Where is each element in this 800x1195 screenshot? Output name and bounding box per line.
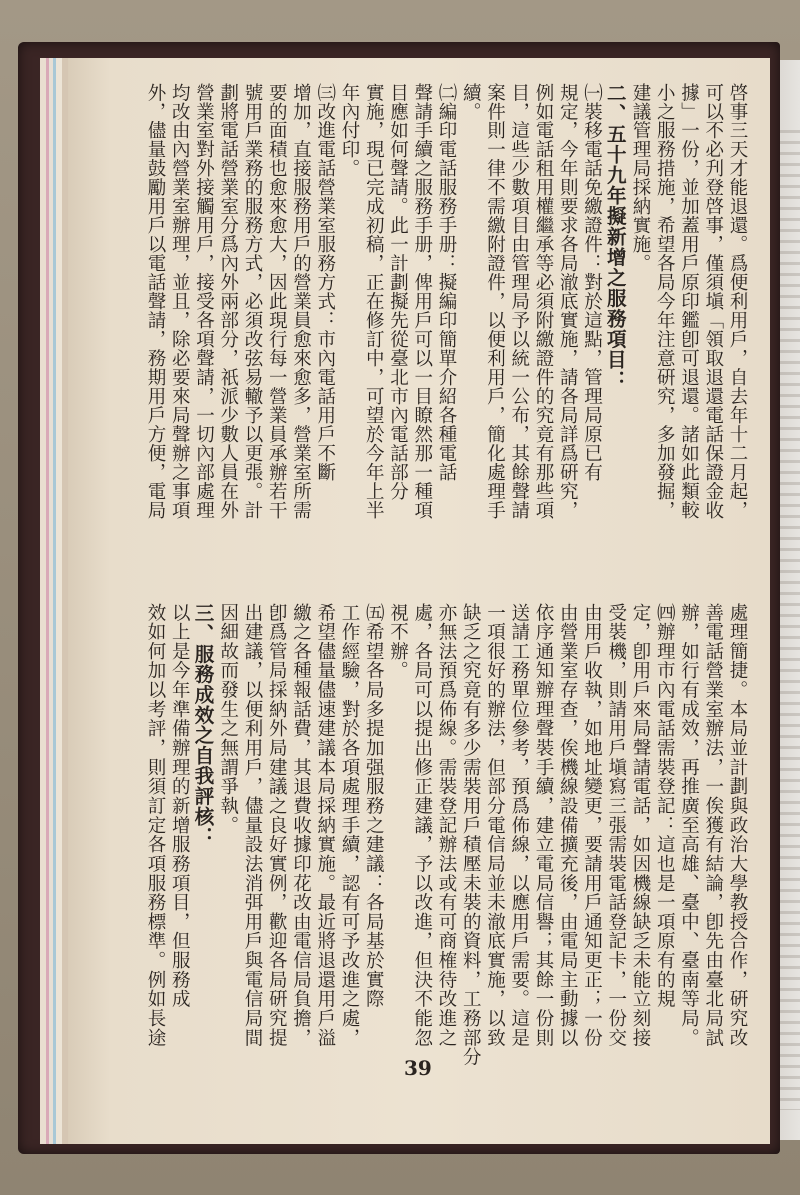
lower-text-column: 視不辦。: [387, 603, 409, 681]
lower-text-column: 由營業室存查，俟機線設備擴充後，由電局主動據以: [557, 603, 579, 1048]
lower-text-column: 定，卽用戶來局聲請電話，如因機線缺乏未能立刻接: [630, 603, 651, 1048]
upper-text-column: 營業室對外接觸用戶，接受各項聲請，一切內部處理: [193, 83, 215, 520]
lower-text-column: 缺乏之究竟有多少需裝用戶積壓未裝的資料，工務部分: [460, 603, 482, 1067]
lower-text-column: 由用戶收執，如地址變更，要請用戶通知更正；一份: [581, 603, 603, 1048]
upper-text-column: 實施，現已完成初稿，正在修訂中，可望於今年上半: [363, 83, 385, 520]
lower-text-column: 辦，如行有成效，再推廣至高雄、臺中、臺南等局。: [678, 603, 700, 1048]
lower-text-column: 以上是今年準備辦理的新增服務項目，但服務成: [169, 603, 191, 1009]
upper-text-column: 案件則一律不需繳附證件，以便利用戶，簡化處理手: [484, 83, 506, 520]
upper-text-column: 要的面積也愈來愈大，因此現行每一營業員承辦若干: [266, 83, 288, 520]
lower-text-column: 送請工務單位參考，預爲佈線，以應用戶需要。這是: [508, 603, 530, 1048]
lower-text-column: 出建議，以便利用戶，儘量設法消弭用戶與電信局間: [242, 603, 263, 1048]
lower-text-column: 善電話營業室辦法，一俟獲有結論，卽先由臺北局試: [702, 603, 724, 1048]
upper-text-column: ㈢改進電話營業室服務方式：市內電話用戶不斷: [314, 83, 336, 482]
upper-text-column: 增加，直接服務用戶的營業員愈來愈多，營業室所需: [290, 83, 312, 520]
upper-text-column: 劃將電話營業室分爲內外兩部分，祇派少數人員在外: [217, 83, 239, 520]
upper-text-column: 目，這些少數項目由管理局予以統一公布，其餘聲請: [508, 83, 530, 520]
upper-text-column: 聲請手續之服務手册，俾用戶可以一目瞭然那一種項: [411, 83, 433, 520]
lower-text-column: 工作經驗，對於各項處理手續，認有可予改進之處，: [339, 603, 360, 1048]
upper-text-column: 規定，今年則要求各局澈底實施，請各局詳爲硏究，: [557, 83, 579, 520]
upper-text-column: 據」一份，並加蓋用戶原印鑑卽可退還。諸如此類較: [678, 83, 700, 520]
lower-text-column: 三、服務成效之自我評核：: [191, 603, 215, 847]
upper-text-column: 目應如何聲請。此一計劃擬先從臺北市內電話部分: [387, 83, 409, 501]
upper-text-column: 二、五十九年擬新增之服務項目：: [603, 83, 627, 391]
lower-text-column: 亦無法預爲佈線。需裝登記辦法或有可商榷待改進之: [436, 603, 457, 1048]
page-edges: [40, 58, 70, 1144]
upper-text-column: 年內付印。: [339, 83, 360, 178]
lower-text-column: 處，各局可以提出修正建議，予以改進，但決不能忽: [411, 603, 433, 1048]
lower-text-column: ㈣辦理市內電話需裝登記：這也是一項原有的規: [654, 603, 676, 1009]
upper-text-column: 號用戶業務的服務方式，必須改弦易轍予以更張。計: [242, 83, 263, 520]
upper-text-column: 外，儘量鼓勵用戶以電話聲請，務期用戶方便，電局: [145, 83, 166, 520]
lower-text-column: 卽爲管局採納外局建議之良好實例，歡迎各局硏究提: [266, 603, 288, 1048]
lower-text-column: 處理簡捷。本局並計劃與政治大學教授合作，硏究改: [727, 603, 748, 1048]
lower-text-column: 希望儘量儘速建議本局採納實施。最近將退還用戶溢: [314, 603, 336, 1048]
upper-text-column: 續。: [460, 83, 482, 121]
upper-text-column: 建議管理局採納實施。: [630, 83, 651, 273]
lower-text-column: ㈤希望各局多提加强服務之建議：各局基於實際: [363, 603, 385, 1009]
upper-text-column: 均改由內營業室辦理，並且，除必要來局聲辦之事項: [169, 83, 191, 520]
upper-text-column: 啓事三天才能退還。爲便利用戶，自去年十二月起，: [727, 83, 748, 520]
upper-text-column: 小之服務措施，希望各局今年注意硏究，多加發掘，: [654, 83, 676, 520]
upper-text-column: ㈡編印電話服務手册：擬編印簡單介紹各種電話: [436, 83, 457, 482]
lower-text-column: 受裝機，則請用戶塡寫三張需裝電話登記卡，一份交: [605, 603, 627, 1048]
lower-text-column: 因細故而發生之無謂爭執。: [217, 603, 239, 835]
upper-text-column: ㈠裝移電話免繳證件：對於這點，管理局原已有: [581, 83, 603, 482]
upper-text-column: 可以不必刋登啓事，僅須塡「領取退還電話保證金收: [702, 83, 724, 520]
facing-page-bleed: [778, 130, 800, 1110]
page-number: 39: [404, 1056, 432, 1080]
lower-text-column: 一項很好的辦法，但部分電信局並未澈底實施，以致: [484, 603, 506, 1048]
lower-text-column: 繳之各種報話費，其退費收據印花改由電信局負擔，: [290, 603, 312, 1048]
upper-text-column: 例如電話租用權繼承等必須附繳證件的究竟有那些項: [533, 83, 554, 520]
lower-text-column: 依序通知辦理聲裝手續，建立電局信譽；其餘一份則: [533, 603, 554, 1048]
lower-text-column: 效如何加以考評，則須訂定各項服務標準。例如長途: [145, 603, 166, 1048]
